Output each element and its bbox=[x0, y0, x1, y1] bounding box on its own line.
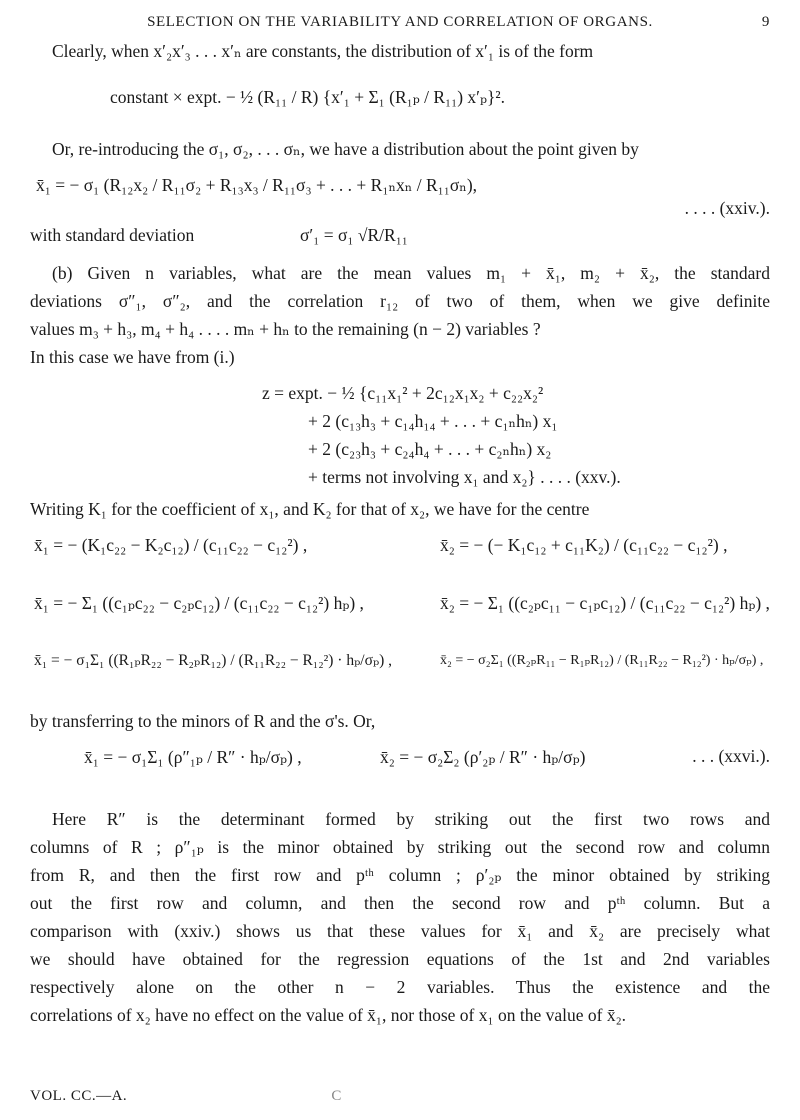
equation-z-line4: + terms not involving x₁ and x₂} . . . . (xxv.). bbox=[308, 467, 621, 487]
equation-z-line3: + 2 (c₂₃h₃ + c₂₄h₄ + . . . + c₂ₙhₙ) x₂ bbox=[308, 439, 552, 459]
text-line: correlations of x₂ have no effect on the value of x̄₁, nor those of x₁ on the value of x̄₂. bbox=[30, 1005, 627, 1025]
text-line: comparison with (xxiv.) shows us that these values for x̄₁ and x̄₂ are precisely what bbox=[30, 921, 770, 941]
header-title: SELECTION ON THE VARIABILITY AND CORRELATION OF ORGANS. bbox=[147, 14, 653, 30]
equation-number-xxiv: . . . . (xxiv.). bbox=[684, 198, 770, 218]
text-line: Clearly, when x′₂x′₃ . . . x′ₙ are constants, the distribution of x′₁ is of the form bbox=[52, 41, 594, 61]
equation-centre-2a: x̄₁ = − Σ₁ ((c₁ₚc₂₂ − c₂ₚc₁₂) / (c₁₁c₂₂ − c₁₂²) hₚ) , bbox=[34, 593, 364, 613]
text-line: Here R″ is the determinant formed by striking out the first two rows and bbox=[52, 809, 770, 829]
text-line: respectively alone on the other n − 2 variables. Thus the existence and the bbox=[30, 977, 770, 997]
equation-centre-2b: x̄₂ = − Σ₁ ((c₂ₚc₁₁ − c₁ₚc₁₂) / (c₁₁c₂₂ − c₁₂²) hₚ) , bbox=[440, 593, 770, 613]
text-line: we should have obtained for the regression equations of the 1st and 2nd variables bbox=[30, 949, 770, 969]
equation-sd: σ′₁ = σ₁ √R/R₁₁ bbox=[300, 225, 408, 245]
text-line: Writing K₁ for the coefficient of x₁, and K₂ for that of x₂, we have for the centre bbox=[30, 499, 590, 519]
volume-mark: VOL. CC.—A. bbox=[30, 1088, 128, 1104]
equation-centre-4a: x̄₁ = − σ₁Σ₁ (ρ″₁ₚ / R″ · hₚ/σₚ) , bbox=[84, 747, 302, 767]
running-header bbox=[30, 14, 770, 31]
text-line: from R, and then the first row and pᵗʰ column ; ρ′₂ₚ the minor obtained by striking bbox=[30, 865, 770, 885]
equation-centre-4b: x̄₂ = − σ₂Σ₂ (ρ′₂ₚ / R″ · hₚ/σₚ) bbox=[380, 747, 586, 767]
text-line: deviations σ″₁, σ″₂, and the correlation r₁₂ of two of them, when we give definite bbox=[30, 291, 770, 311]
text-line: columns of R ; ρ″₁ₚ is the minor obtained by striking out the second row and column bbox=[30, 837, 770, 857]
text-line: In this case we have from (i.) bbox=[30, 347, 235, 367]
footer bbox=[30, 1088, 342, 1105]
equation-centre-1b: x̄₂ = − (− K₁c₁₂ + c₁₁K₂) / (c₁₁c₂₂ − c₁₂²) , bbox=[440, 535, 728, 555]
equation-number-xxvi: . . . (xxvi.). bbox=[692, 746, 770, 766]
text-line: values m₃ + h₃, m₄ + h₄ . . . . mₙ + hₙ to the remaining (n − 2) variables ? bbox=[30, 319, 541, 339]
equation-z-line2: + 2 (c₁₃h₃ + c₁₄h₁₄ + . . . + c₁ₙhₙ) x₁ bbox=[308, 411, 558, 431]
equation-centre-3a: x̄₁ = − σ₁Σ₁ ((R₁ₚR₂₂ − R₂ₚR₁₂) / (R₁₁R₂₂ − R₁₂²) · hₚ/σₚ) , bbox=[34, 652, 393, 669]
text-line: by transferring to the minors of R and the σ's. Or, bbox=[30, 711, 376, 731]
text-line: (b) Given n variables, what are the mean values m₁ + x̄₁, m₂ + x̄₂, the standard bbox=[52, 263, 770, 283]
equation-mean: x̄₁ = − σ₁ (R₁₂x₂ / R₁₁σ₂ + R₁₃x₃ / R₁₁σ₃ + . . . + R₁ₙxₙ / R₁₁σₙ), bbox=[36, 175, 478, 195]
page-number: 9 bbox=[761, 14, 770, 30]
equation-sd-label: with standard deviation bbox=[30, 225, 195, 245]
text-line: out the first row and column, and then the second row and pᵗʰ column. But a bbox=[30, 893, 770, 913]
equation-centre-3b: x̄₂ = − σ₂Σ₁ ((R₂ₚR₁₁ − R₁ₚR₁₂) / (R₁₁R₂₂ − R₁₂²) · hₚ/σₚ) , bbox=[440, 653, 764, 668]
text-line: Or, re-introducing the σ₁, σ₂, . . . σₙ, we have a distribution about the point given by bbox=[52, 139, 639, 159]
equation-distribution: constant × expt. − ½ (R₁₁ / R) {x′₁ + Σ₁ (R₁ₚ / R₁₁) x′ₚ}². bbox=[110, 87, 505, 107]
signature-mark: C bbox=[331, 1088, 342, 1104]
equation-z-line1: z = expt. − ½ {c₁₁x₁² + 2c₁₂x₁x₂ + c₂₂x₂² bbox=[262, 383, 544, 403]
equation-centre-1a: x̄₁ = − (K₁c₂₂ − K₂c₁₂) / (c₁₁c₂₂ − c₁₂²) , bbox=[34, 535, 308, 555]
